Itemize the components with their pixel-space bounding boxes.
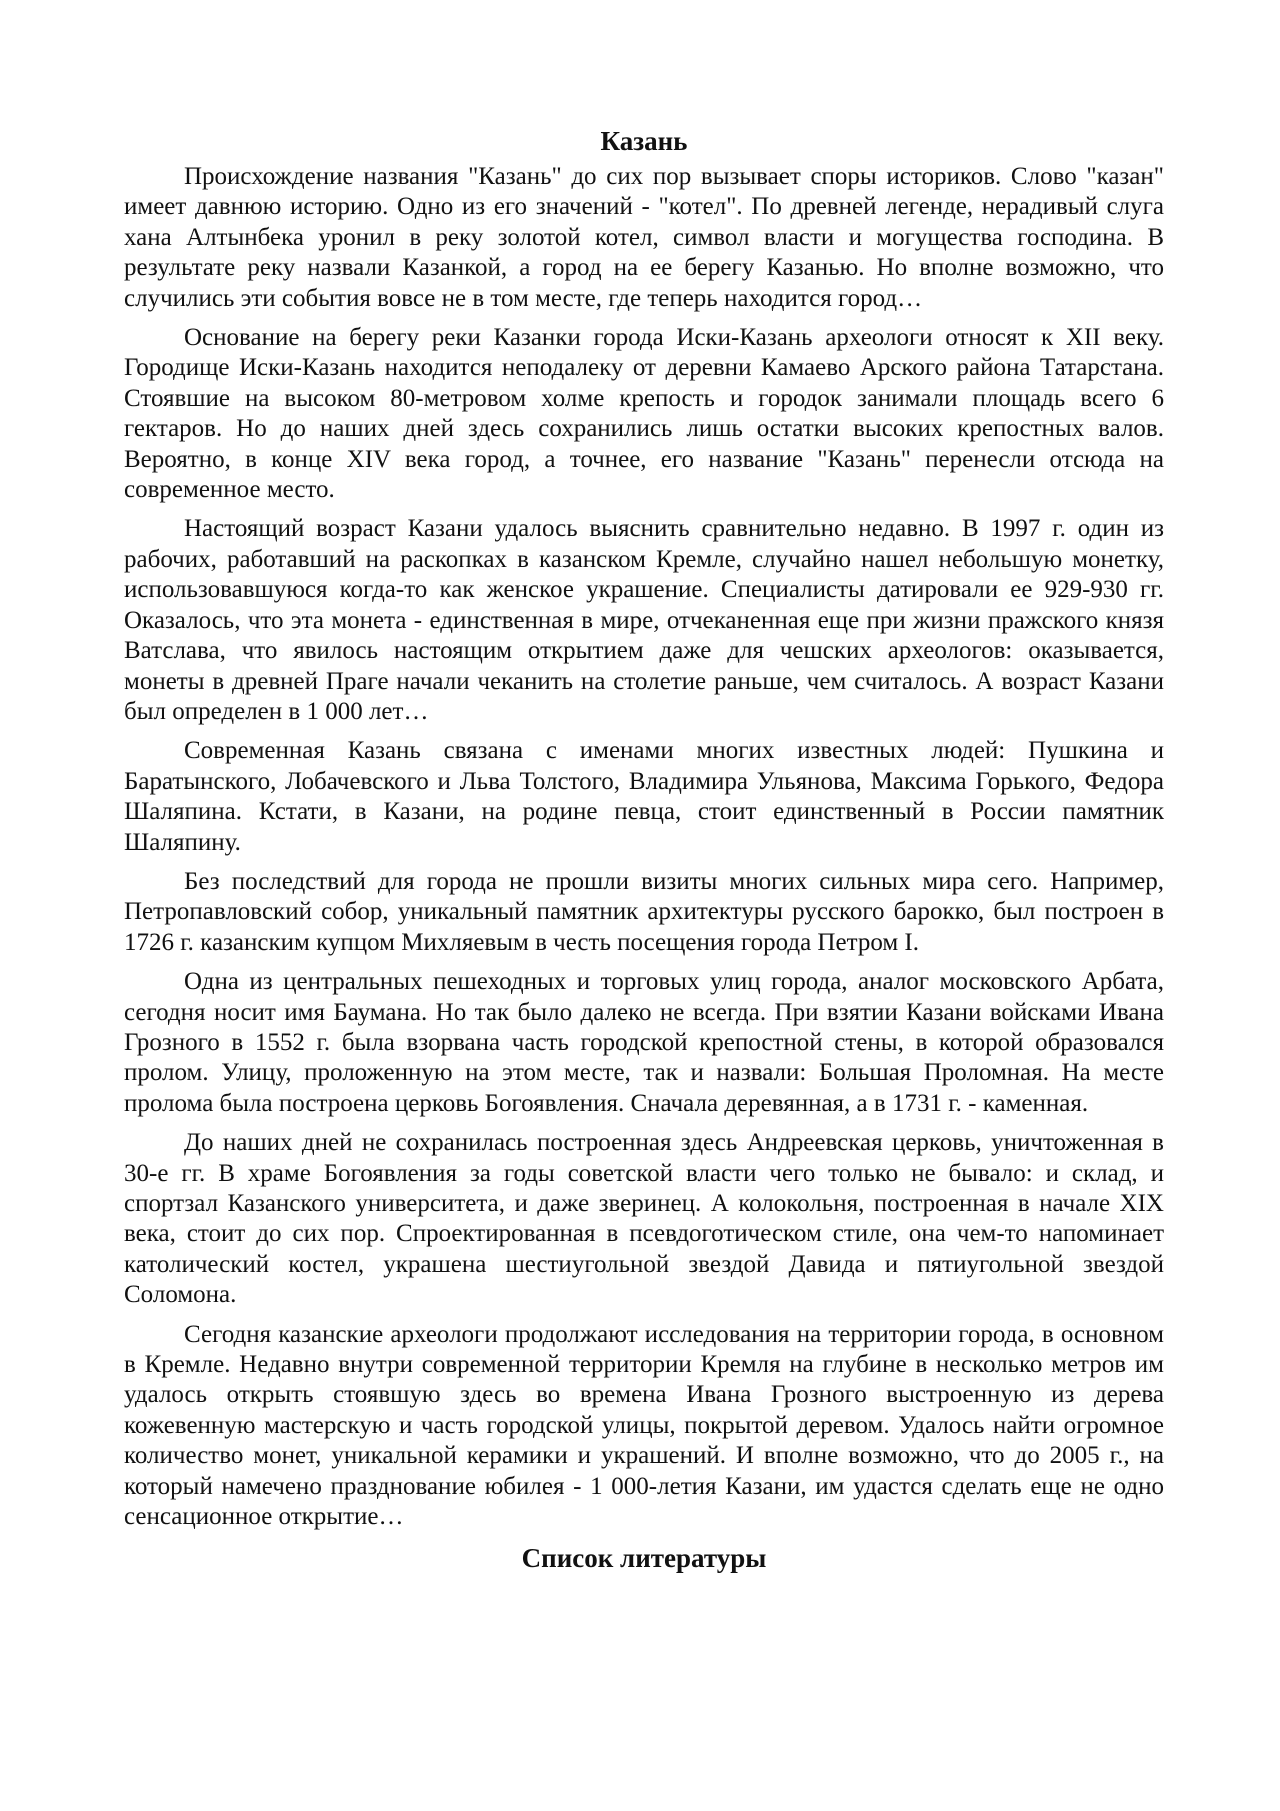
document-title: Казань [600,126,688,156]
paragraph-famous-people: Современная Казань связана с именами многих известных людей: Пушкина и Баратынского, Лобачевского и Льва Толстого, Владимира Ульянова, Максима Горького, Федора Шаляпина. Кстати, в Казани, на родине певца, стоит единственный в России памятник Шаляпину. [124,737,1164,856]
paragraph-age-of-kazan: Настоящий возраст Казани удалось выяснить сравнительно недавно. В 1997 г. один из рабочих, работавший на раскопках в казанском Кремле, случайно нашел небольшую монетку, использовавшуюся когда-то как женское украшение. Специалисты датировали ее 929-930 гг. Оказалось, что эта монета - единственная в мире, отчеканенная еще при жизни пражского князя Ватслава, что явилось настоящим открытием даже для чешских археологов: оказывается, монеты в древней Праге начали чеканить на столетие раньше, чем считалось. А возраст Казани был определен в 1 000 лет… [124,515,1164,725]
paragraph-archaeology: Сегодня казанские археологи продолжают исследования на территории города, в основном в Кремле. Недавно внутри современной территории Кремля на глубине в несколько метров им удалось открыть стоявшую здесь во времена Ивана Грозного выстроенную из дерева кожевенную мастерскую и часть городской улицы, покрытой деревом. Удалось найти огромное количество монет, уникальной керамики и украшений. И вполне возможно, что до 2005 г., на который намечено празднование юбилея - 1 000-летия Казани, им удастся сделать еще не одно сенсационное открытие… [124,1320,1164,1531]
document-page [124,124,1164,1575]
paragraph-bauman-street: Одна из центральных пешеходных и торговых улиц города, аналог московского Арбата, сегодня носит имя Баумана. Но так было далеко не всегда. При взятии Казани войсками Ивана Грозного в 1552 г. была взорвана часть городской крепостной стены, в которой образовался пролом. Улицу, проложенную на этом месте, так и назвали: Большая Проломная. На месте пролома была построена церковь Богоявления. Сначала деревянная, а в 1731 г. - каменная. [124,968,1164,1117]
paragraph-origin-of-name: Происхождение названия "Казань" до сих пор вызывает споры историков. Слово "казан" имеет давнюю историю. Одно из его значений - "котел". По древней легенде, нерадивый слуга хана Алтынбека уронил в реку золотой котел, символ власти и могущества господина. В результате реку назвали Казанкой, а город на ее берегу Казанью. Но вполне возможно, что случились эти события вовсе не в том месте, где теперь находится город… [124,163,1164,312]
bibliography-heading: Список литературы [521,1543,767,1574]
paragraph-epiphany-church: До наших дней не сохранилась построенная здесь Андреевская церковь, уничтоженная в 30-е гг. В храме Богоявления за годы советской власти чего только не бывало: и склад, и спортзал Казанского университета, и даже зверинец. А колокольня, построенная в начале XIX века, стоит до сих пор. Спроектированная в псевдоготическом стиле, она чем-то напоминает католический костел, украшена шестиугольной звездой Давида и пятиугольной звездой Соломона. [124,1129,1164,1309]
paragraph-peter-paul-cathedral: Без последствий для города не прошли визиты многих сильных мира сего. Например, Петропавловский собор, уникальный памятник архитектуры русского барокко, был построен в 1726 г. казанским купцом Михляевым в честь посещения города Петром I. [124,867,1164,956]
paragraph-iski-kazan: Основание на берегу реки Казанки города Иски-Казань археологи относят к XII веку. Городище Иски-Казань находится неподалеку от деревни Камаево Арского района Татарстана. Стоявшие на высоком 80-метровом холме крепость и городок занимали площадь всего 6 гектаров. Но до наших дней здесь сохранились лишь остатки высоких крепостных валов. Вероятно, в конце XIV века город, а точнее, его название "Казань" перенесли отсюда на современное место. [124,324,1164,504]
